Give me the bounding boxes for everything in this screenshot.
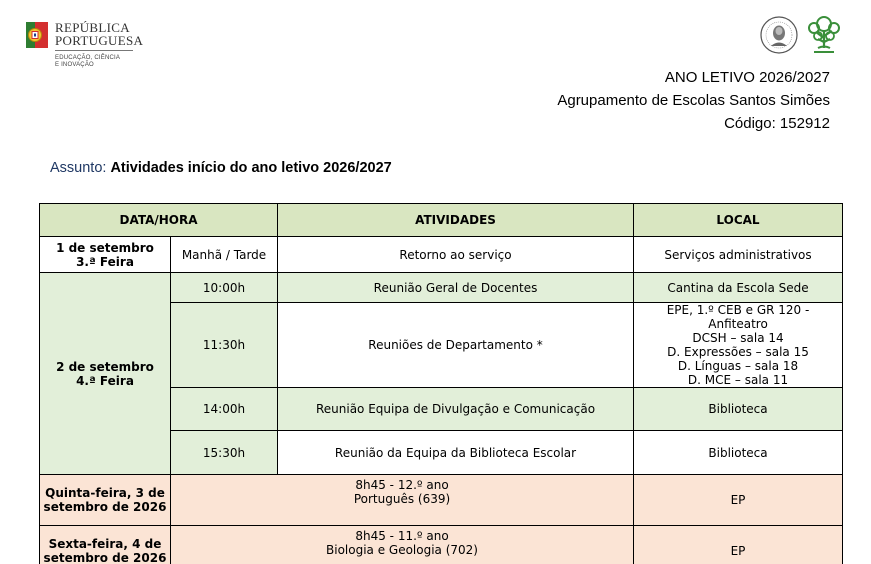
school-code: Código: 152912: [724, 115, 830, 132]
header-date-time: DATA/HORA: [40, 204, 278, 237]
location-cell: EP: [634, 475, 843, 526]
location-cell: EP: [634, 526, 843, 564]
location-cell: Biblioteca: [634, 431, 843, 475]
activity-line: 8h45 - 11.º ano: [355, 529, 449, 543]
location-line: EPE, 1.º CEB e GR 120 - Anfiteatro: [666, 303, 810, 331]
date-line: 3.ª Feira: [76, 254, 134, 269]
location-cell: Serviços administrativos: [634, 237, 843, 273]
time-cell: 11:30h: [171, 303, 278, 388]
time-cell: 15:30h: [171, 431, 278, 475]
activity-line: Biologia e Geologia (702): [326, 543, 478, 557]
table-header-row: [40, 204, 843, 237]
activity-cell: Reunião Geral de Docentes: [278, 273, 634, 303]
date-line: 4.ª Feira: [76, 373, 134, 388]
activity-cell: Reunião Equipa de Divulgação e Comunicação: [278, 388, 634, 431]
school-name: Agrupamento de Escolas Santos Simões: [557, 92, 830, 109]
tree-logo-icon: [804, 12, 844, 56]
location-cell: [634, 303, 843, 388]
table-row: [40, 526, 843, 564]
gov-divider: [55, 50, 133, 51]
time-cell: 14:00h: [171, 388, 278, 431]
school-seal-icon: [760, 14, 800, 56]
table-row: [40, 273, 843, 303]
activity-cell: Reuniões de Departamento *: [278, 303, 634, 388]
header-activities: ATIVIDADES: [278, 204, 634, 237]
date-cell: [40, 273, 171, 475]
date-line: setembro de 2026: [43, 551, 167, 564]
date-line: Sexta-feira, 4 de: [48, 537, 162, 551]
time-cell: Manhã / Tarde: [171, 237, 278, 273]
time-cell: 10:00h: [171, 273, 278, 303]
gov-ministry-line1: EDUCAÇÃO, CIÊNCIA: [55, 55, 121, 61]
date-line: setembro de 2026: [43, 500, 167, 514]
header-location: LOCAL: [634, 204, 843, 237]
activity-line: Português (639): [353, 492, 451, 506]
table-row: [40, 237, 843, 273]
date-line: 1 de setembro: [56, 240, 154, 255]
date-line: Quinta-feira, 3 de: [45, 486, 165, 500]
portuguese-coat-of-arms-icon: [26, 22, 48, 48]
gov-title-line2: PORTUGUESA: [55, 33, 144, 48]
table-row: [40, 475, 843, 526]
activity-cell: [171, 475, 634, 526]
school-logos: [760, 14, 844, 58]
activity-cell: Retorno ao serviço: [278, 237, 634, 273]
subject-label: Assunto:: [50, 160, 111, 176]
location-cell: Biblioteca: [634, 388, 843, 431]
schedule-table: [39, 203, 843, 564]
activity-cell: [171, 526, 634, 564]
location-line: D. Expressões – sala 15: [667, 345, 809, 359]
date-cell: [40, 237, 171, 273]
gov-ministry-line2: E INOVAÇÃO: [55, 62, 94, 68]
date-cell: [40, 526, 171, 564]
school-year: ANO LETIVO 2026/2027: [664, 69, 830, 86]
subject-line: [50, 160, 392, 176]
activity-line: 8h45 - 12.º ano: [355, 478, 449, 492]
date-line: 2 de setembro: [56, 359, 154, 374]
location-line: D. MCE – sala 11: [687, 373, 789, 387]
subject-value: Atividades início do ano letivo 2026/2027: [110, 160, 392, 176]
date-cell: [40, 475, 171, 526]
government-logo: [26, 20, 146, 72]
activity-cell: Reunião da Equipa da Biblioteca Escolar: [278, 431, 634, 475]
location-line: D. Línguas – sala 18: [677, 359, 799, 373]
location-cell: Cantina da Escola Sede: [634, 273, 843, 303]
gov-title-line1: REPÚBLICA: [55, 20, 130, 35]
location-line: DCSH – sala 14: [692, 331, 784, 345]
